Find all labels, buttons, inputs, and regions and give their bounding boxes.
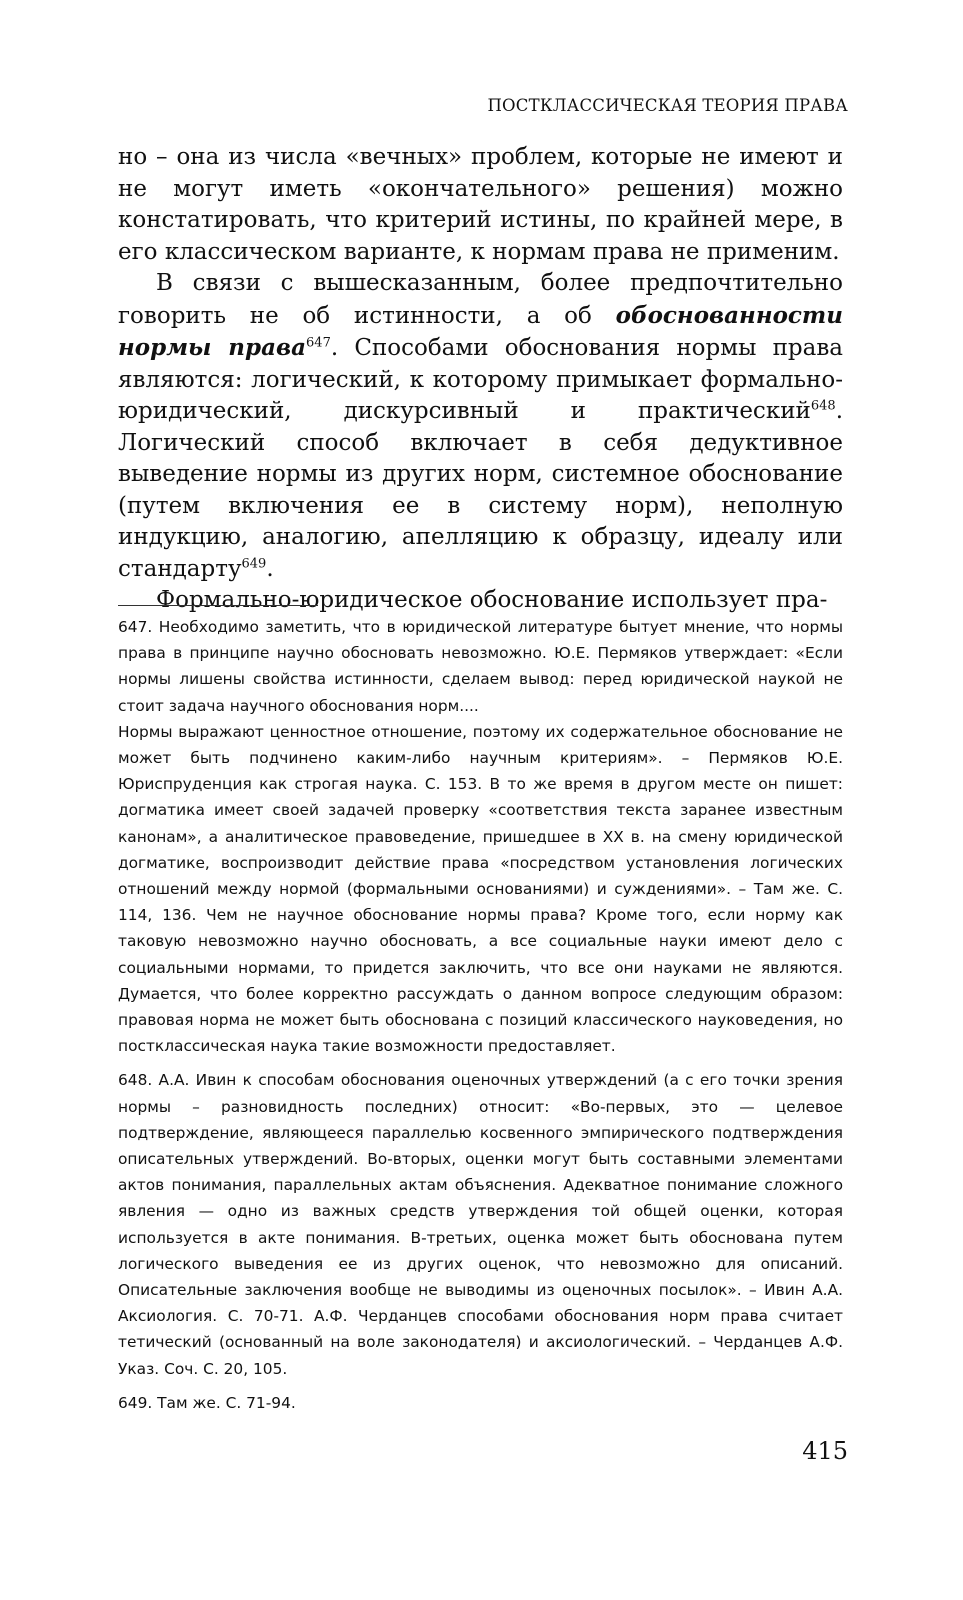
emphasis-term: обоснованности нормы права — [118, 301, 843, 361]
paragraph-2 — [118, 268, 843, 585]
footnote-649: 649. Там же. С. 71-94. — [118, 1393, 296, 1412]
paragraph-1: но – она из числа «вечных» проблем, которые не имеют и не могут иметь «окончательного» решения) можно констатировать, что критерий истины, по крайней мере, в его классическом варианте, к нормам права не применим. — [118, 144, 843, 265]
footnote-648: 648. А.А. Ивин к способам обоснования оценочных утверждений (а с его точки зрения нормы – разновидность последних) относит: «Во-первых, это — целевое подтверждение, являющееся параллелью косвенного эмпирического подтверждения описательных утверждений. Во-вторых, оценки могут быть составными элементами актов понимания, параллельных актам объяснения. Адекватное понимание сложного явления — одно из важных средств утверждения той общей оценки, которая используется в акте понимания. В-третьих, оценка может быть обоснована путем логического выведения ее из других оценок, что невозможно для описаний. Описательные заключения вообще не выводимы из оценочных посылок». – Ивин А.А. Аксиология. С. 70-71. А.Ф. Черданцев способами обоснования норм права считает тетический (основанный на воле законодателя) и аксиологический. – Черданцев А.Ф. Указ. Соч. С. 20, 105. — [118, 1071, 843, 1378]
footnotes — [118, 614, 843, 1416]
footnote-ref-649: 649 — [241, 555, 267, 571]
footnote-divider — [118, 605, 318, 606]
footnote-ref-647: 647 — [306, 335, 331, 351]
main-text — [118, 142, 843, 617]
paragraph-2-tail: . — [266, 555, 274, 582]
paragraph-2-end: . Логический способ включает в себя дедуктивное выведение нормы из других норм, системное обоснование (путем включения ее в систему норм), неполную индукцию, аналогию, апелляцию к образцу, идеалу или стандарту — [118, 398, 843, 582]
page-number: 415 — [802, 1437, 848, 1465]
footnote-ref-648: 648 — [810, 398, 836, 414]
paragraph-3: Формально-юридическое обоснование использует пра- — [156, 587, 828, 613]
footnote-647-part-2: Нормы выражают ценностное отношение, поэтому их содержательное обоснование не может быть подчинено каким-либо научным критериям». – Пермяков Ю.Е. Юриспруденция как строгая наука. С. 153. В то же время в другом месте он пишет: догматика имеет своей задачей проверку «соответствия текста заранее известным канонам», а аналитическое правоведение, пришедшее в XX в. на смену юридической догматике, воспроизводит действие права «посредством установления логических отношений между нормой (формальными основаниями) и суждениями». – Там же. С. 114, 136. Чем не научное обоснование нормы права? Кроме того, если норму как таковую невозможно научно обосновать, а все социальные науки имеют дело с социальными нормами, то придется заключить, что все они науками не являются. Думается, что более корректно рассуждать о данном вопросе следующим образом: правовая норма не может быть обоснована с позиций классического науковедения, но постклассическая наука такие возможности предоставляет. — [118, 722, 843, 1056]
paragraph-2-start: В связи с вышесказанным, более предпочтительно говорить не об истинности, а об — [118, 270, 843, 329]
paragraph-2-middle: . Способами обоснования нормы права являются: логический, к которому примыкает формально-юридический, дискурсивный и практический — [118, 335, 843, 424]
running-header: ПОСТКЛАССИЧЕСКАЯ ТЕОРИЯ ПРАВА — [487, 96, 848, 115]
footnote-647-part-1: 647. Необходимо заметить, что в юридической литературе бытует мнение, что нормы права в принципе научно обосновать невозможно. Ю.Е. Пермяков утверждает: «Если нормы лишены свойства истинности, сделаем вывод: перед юридической наукой не стоит задача научного обоснования норм.... — [118, 618, 843, 715]
